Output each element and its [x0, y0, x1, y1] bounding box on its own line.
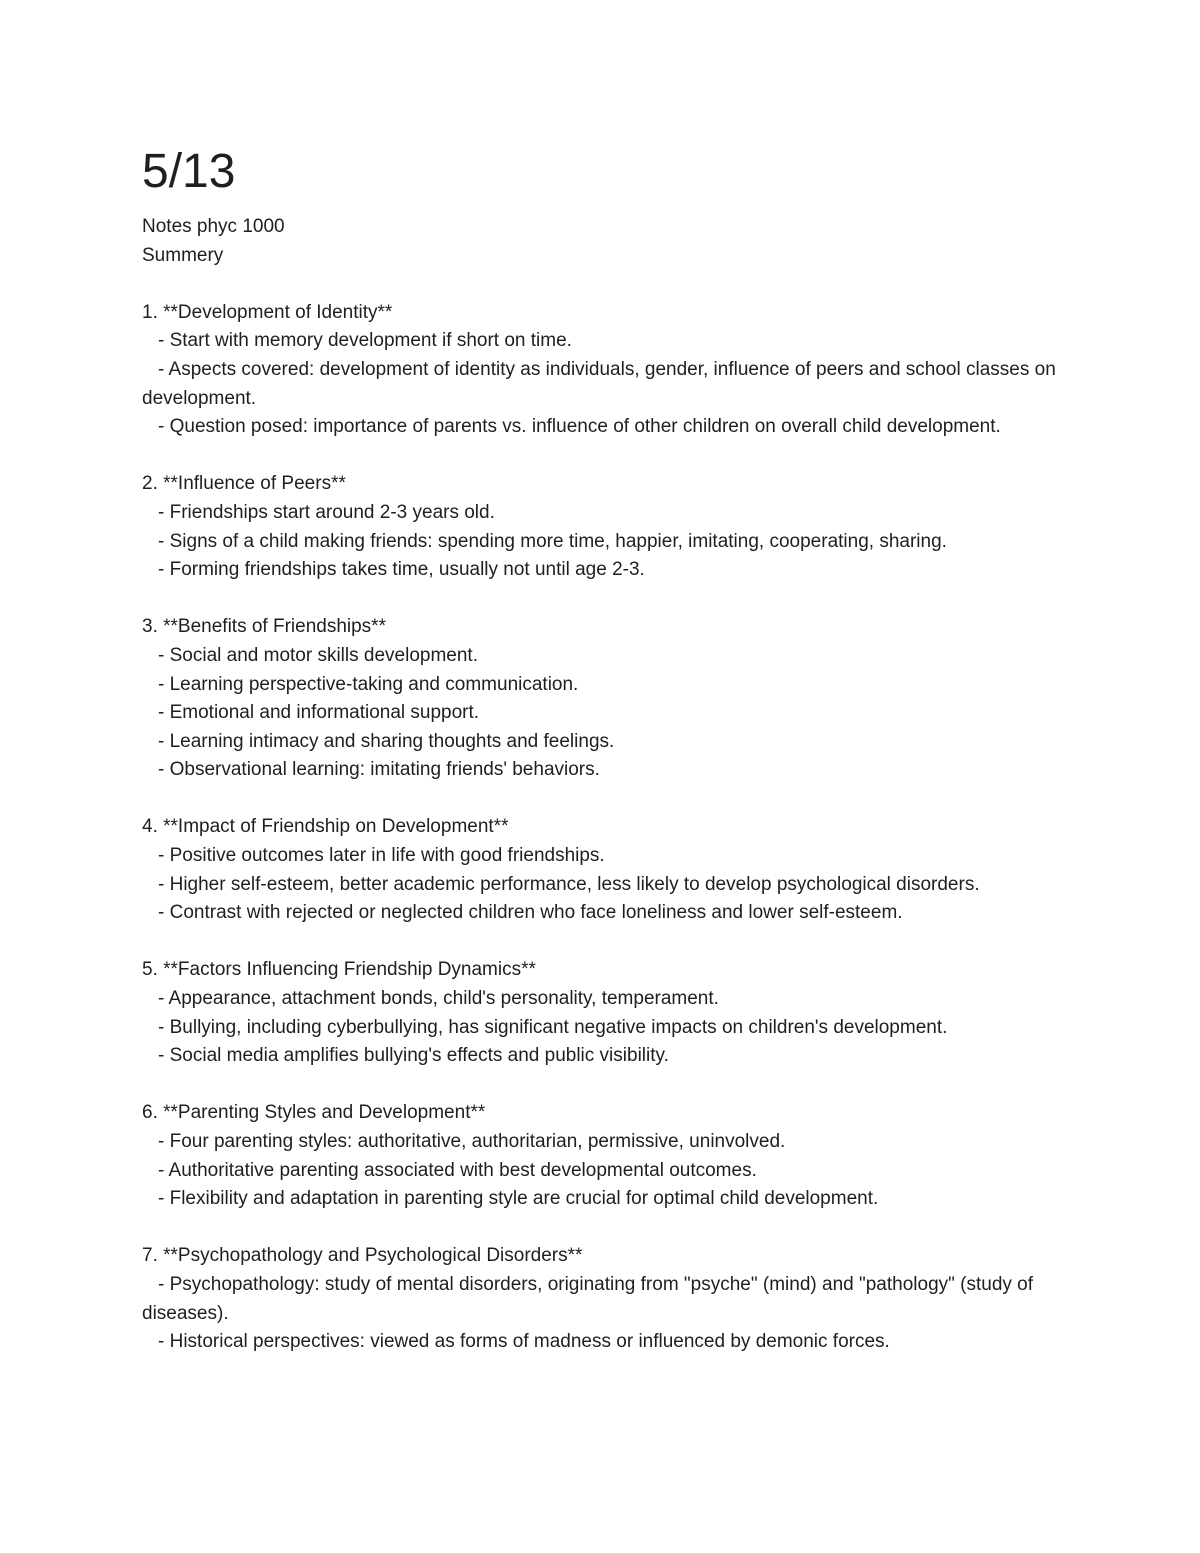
section-bullet	[142, 499, 1082, 528]
spacer	[142, 585, 1082, 614]
section-bullet	[142, 842, 1082, 871]
summary-section	[142, 1242, 1082, 1356]
section-bullet	[142, 899, 1082, 928]
bullet-text: - Aspects covered: development of identity as individuals, gender, influence of peers and school classes on development.	[142, 358, 1056, 409]
bullet-text: - Observational learning: imitating friends' behaviors.	[158, 759, 600, 781]
section-bullet	[142, 671, 1082, 700]
section-bullet	[142, 1157, 1082, 1186]
section-heading: 3. **Benefits of Friendships**	[142, 616, 386, 638]
spacer	[142, 1214, 1082, 1243]
spacer	[142, 270, 1082, 299]
bullet-text: - Psychopathology: study of mental disorders, originating from "psyche" (mind) and "pathology" (study of diseases).	[142, 1273, 1034, 1324]
summary-sections	[142, 299, 1082, 1357]
section-heading: 4. **Impact of Friendship on Development**	[142, 816, 509, 838]
section-bullet	[142, 1042, 1082, 1071]
summary-section	[142, 470, 1082, 584]
bullet-text: - Authoritative parenting associated with best developmental outcomes.	[158, 1159, 757, 1181]
section-heading: 6. **Parenting Styles and Development**	[142, 1102, 486, 1124]
bullet-text: - Learning perspective-taking and communication.	[158, 673, 579, 695]
bullet-text: - Higher self-esteem, better academic performance, less likely to develop psychological disorders.	[158, 873, 980, 895]
section-heading: 1. **Development of Identity**	[142, 301, 393, 323]
date-heading: 5/13	[142, 145, 236, 198]
spacer	[142, 1071, 1082, 1100]
section-bullet	[142, 1328, 1082, 1357]
section-heading: 2. **Influence of Peers**	[142, 473, 346, 495]
document-page	[142, 143, 1082, 1357]
bullet-text: - Bullying, including cyberbullying, has significant negative impacts on children's development.	[158, 1016, 948, 1038]
section-bullet	[142, 556, 1082, 585]
section-bullet	[142, 327, 1082, 356]
section-bullet	[142, 871, 1082, 900]
course-title: Notes phyc 1000	[142, 216, 285, 237]
summary-section	[142, 956, 1082, 1070]
bullet-text: - Four parenting styles: authoritative, authoritarian, permissive, uninvolved.	[158, 1131, 786, 1152]
section-bullet	[142, 728, 1082, 757]
summary-section	[142, 613, 1082, 785]
section-bullet	[142, 1185, 1082, 1214]
summary-label: Summery	[142, 244, 224, 266]
section-bullet	[142, 413, 1082, 442]
bullet-text: - Contrast with rejected or neglected children who face loneliness and lower self-esteem.	[158, 902, 903, 924]
bullet-text: - Flexibility and adaptation in parenting style are crucial for optimal child development.	[158, 1188, 879, 1210]
bullet-text: - Social media amplifies bullying's effects and public visibility.	[158, 1045, 669, 1067]
summary-section	[142, 1099, 1082, 1213]
bullet-text: - Signs of a child making friends: spending more time, happier, imitating, cooperating, sharing.	[158, 530, 947, 552]
bullet-text: - Appearance, attachment bonds, child's personality, temperament.	[158, 988, 719, 1010]
section-bullet	[142, 985, 1082, 1014]
bullet-text: - Question posed: importance of parents vs. influence of other children on overall child development.	[158, 416, 1001, 438]
bullet-text: - Learning intimacy and sharing thoughts and feelings.	[158, 730, 615, 752]
section-bullet	[142, 699, 1082, 728]
section-bullet	[142, 756, 1082, 785]
section-heading: 7. **Psychopathology and Psychological Disorders**	[142, 1245, 583, 1267]
section-heading: 5. **Factors Influencing Friendship Dynamics**	[142, 959, 536, 981]
section-bullet	[142, 1271, 1082, 1328]
summary-section	[142, 299, 1082, 442]
bullet-text: - Emotional and informational support.	[158, 702, 480, 724]
bullet-text: - Forming friendships takes time, usually not until age 2-3.	[158, 559, 645, 581]
spacer	[142, 928, 1082, 957]
section-bullet	[142, 1128, 1082, 1157]
spacer	[142, 442, 1082, 471]
section-bullet	[142, 1014, 1082, 1043]
section-bullet	[142, 356, 1082, 413]
section-bullet	[142, 528, 1082, 557]
section-bullet	[142, 642, 1082, 671]
summary-section	[142, 813, 1082, 927]
bullet-text: - Historical perspectives: viewed as forms of madness or influenced by demonic forces.	[158, 1331, 890, 1353]
bullet-text: - Positive outcomes later in life with good friendships.	[158, 845, 605, 867]
bullet-text: - Start with memory development if short on time.	[158, 330, 572, 352]
spacer	[142, 785, 1082, 814]
bullet-text: - Friendships start around 2-3 years old.	[158, 501, 495, 523]
bullet-text: - Social and motor skills development.	[158, 644, 478, 666]
